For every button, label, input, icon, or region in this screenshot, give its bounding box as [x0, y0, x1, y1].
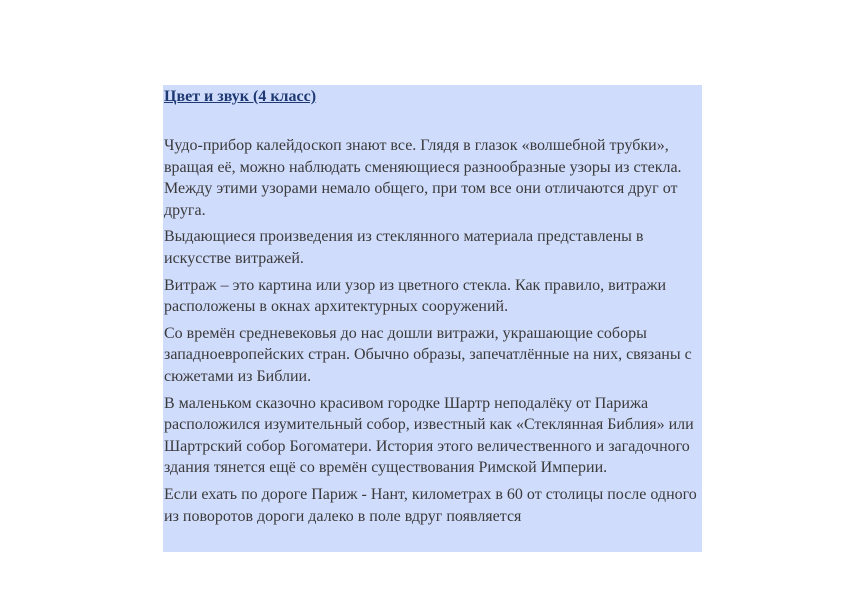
paragraph-kaleidoscope: Чудо-прибор калейдоскоп знают все. Глядя в глазок «волшебной трубки», вращая её, можно наблюдать сменяющиеся разнообразные узоры из стекла. Между этими узорами немало общего, при том все они отличаются друг от друга.: [164, 137, 682, 219]
paragraph-medieval-windows: Со времён средневековья до нас дошли витражи, украшающие соборы западноевропейских стран. Обычно образы, запечатлённые на них, связаны с сюжетами из Библии.: [164, 324, 692, 385]
document-title: Цвет и звук (4 класс): [164, 88, 317, 105]
highlighted-text-block: [163, 85, 702, 552]
paragraph-stained-glass-definition: Витраж – это картина или узор из цветного стекла. Как правило, витражи расположены в окнах архитектурных сооружений.: [164, 276, 667, 316]
paragraph-chartres-cathedral: В маленьком сказочно красивом городке Шартр неподалёку от Парижа расположился изумительный собор, известный как «Стеклянная Библия» или Шартрский собор Богоматери. История этого величественного и загадочного здания тянется ещё со времён существования Римской Империи.: [164, 394, 694, 477]
paragraph-road-paris-nantes: Если ехать по дороге Париж - Нант, километрах в 60 от столицы после одного из поворотов дороги далеко в поле вдруг появляется: [164, 485, 697, 525]
paragraph-stained-glass-art: Выдающиеся произведения из стеклянного материала представлены в искусстве витражей.: [164, 228, 644, 267]
title-spacer: [164, 107, 702, 135]
